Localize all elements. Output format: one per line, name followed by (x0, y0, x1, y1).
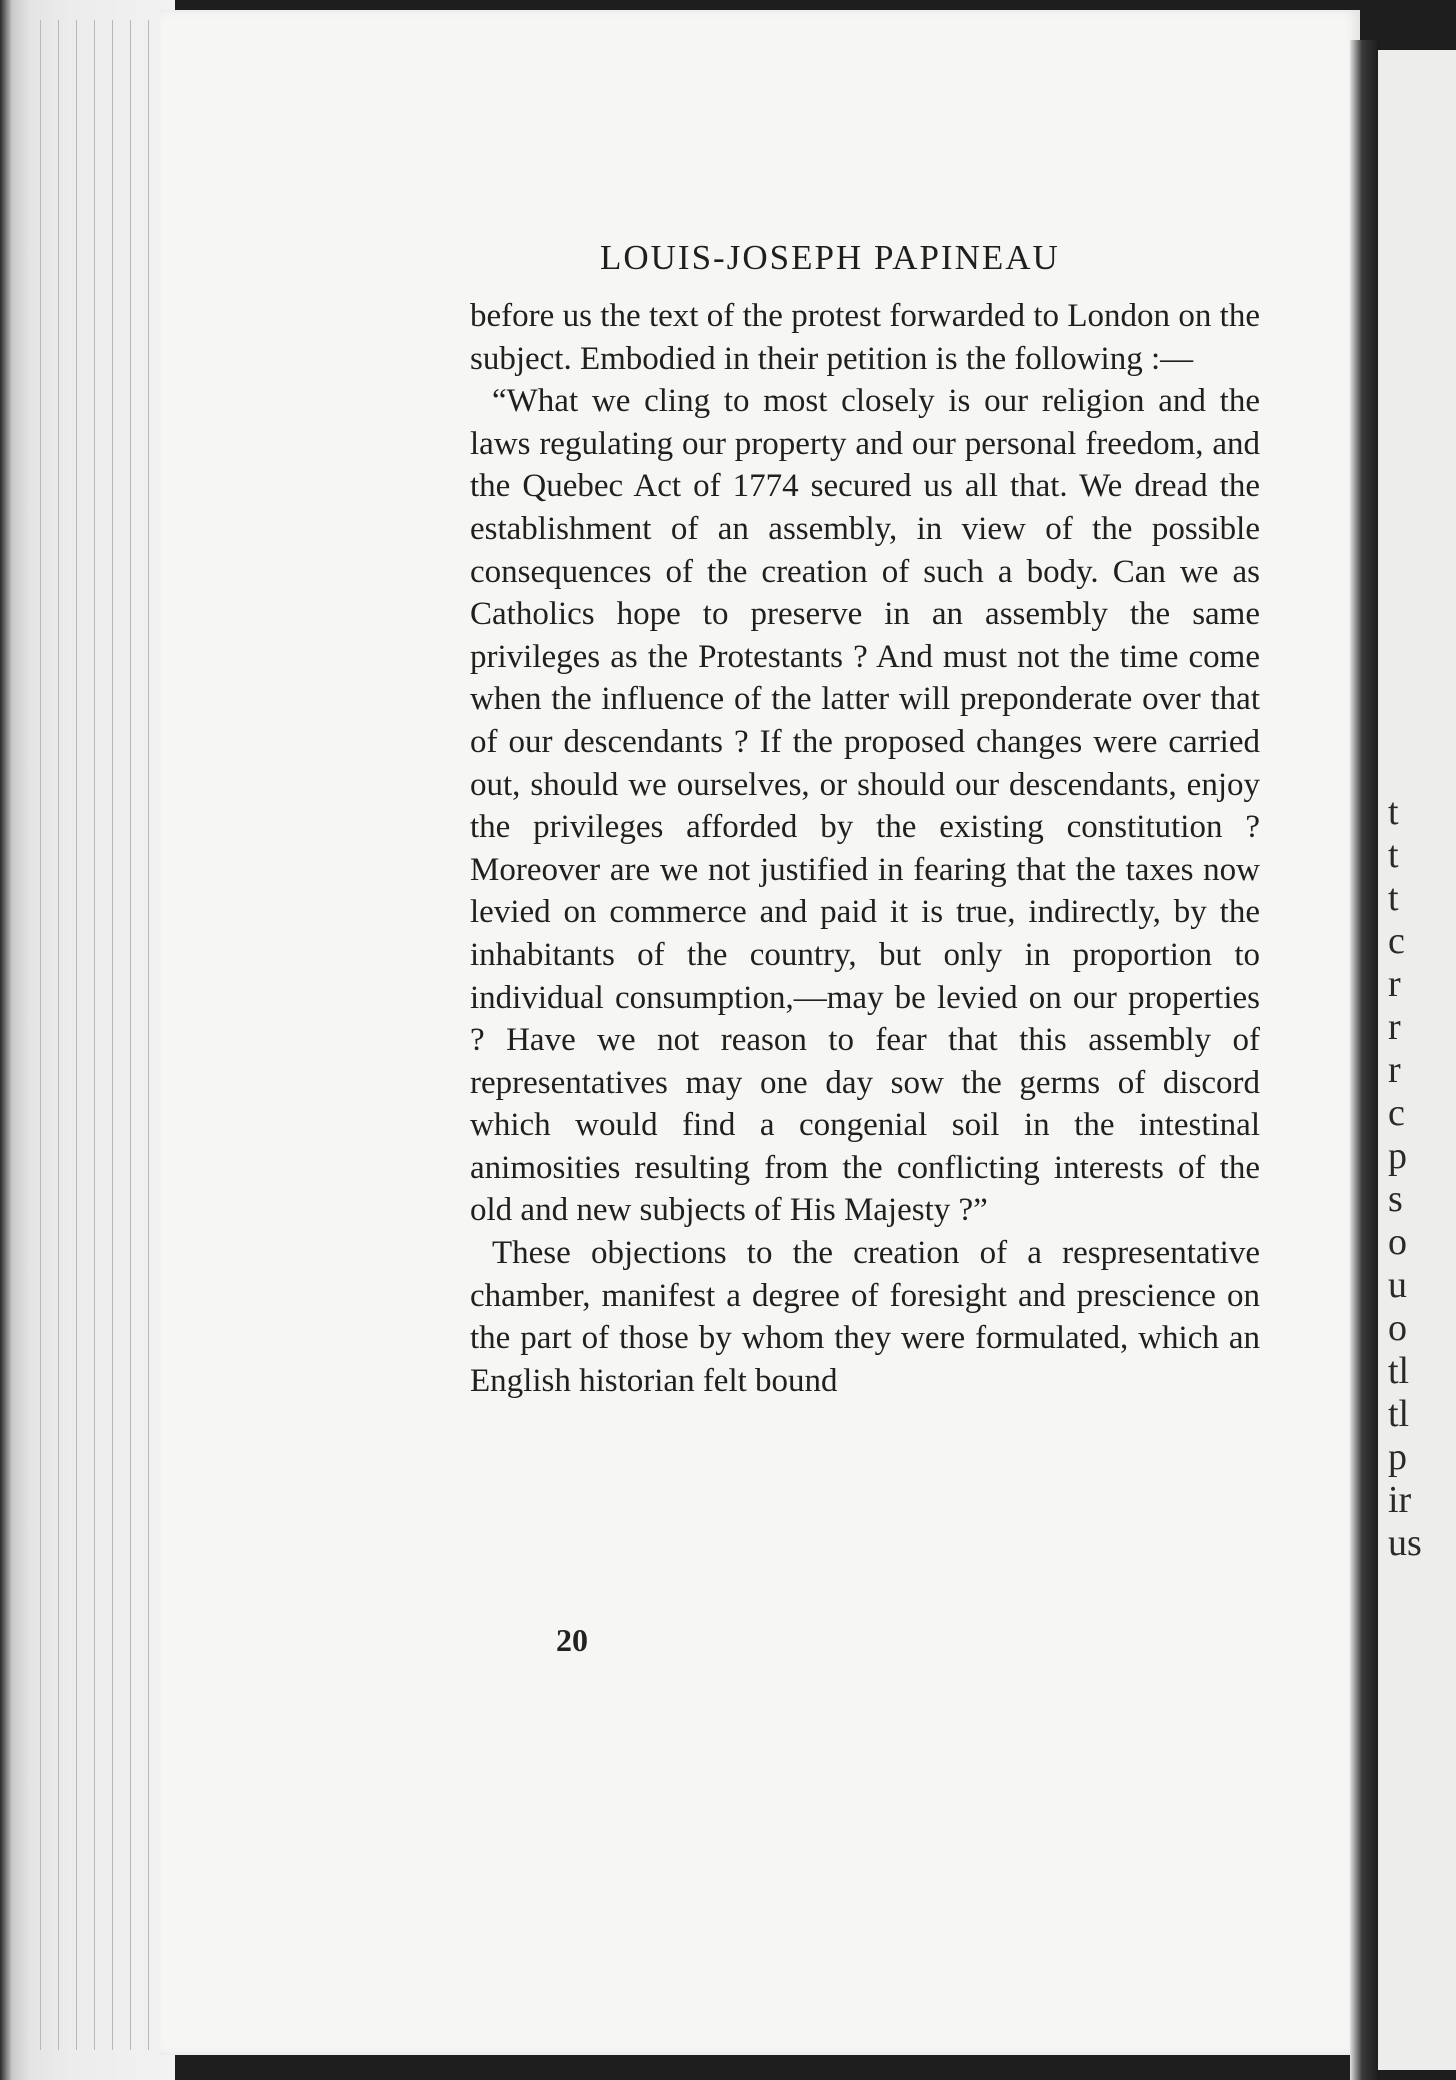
next-page-text-fragment: p (1388, 1436, 1407, 1478)
next-page-text-fragment: c (1388, 1092, 1405, 1134)
next-page-edge (1378, 50, 1456, 2070)
next-page-text-fragment: t (1388, 877, 1399, 919)
next-page-text-fragment: u (1388, 1264, 1407, 1306)
next-page-text-fragment: t (1388, 791, 1399, 833)
page-edge-line (130, 20, 131, 2050)
next-page-text-fragment: r (1388, 963, 1401, 1005)
next-page-text-fragment: ir (1388, 1479, 1412, 1521)
page-number: 20 (556, 1622, 588, 1658)
paragraph-quote: “What we cling to most closely is our religion and the laws regulating our property and our personal freedom, and the Quebec Act of 1774 secured us all that. We dread the establishment of an assembly, in view of the possible consequences of the creation of such a body. Can we as Catholics hope to preserve in an assembly the same privileges as the Protestants ? And must not the time come when the influence of the latter will preponderate over that of our descendants ? If the proposed changes were carried out, should we ourselves, or should our descendants, enjoy the privileges afforded by the existing constitution ? Moreover are we not justified in fearing that the taxes now levied on commerce and paid it is true, indirectly, by the inhabitants of the country, but only in proportion to individual consumption,—may be levied on our properties ? Have we not reason to fear that this assembly of representatives may one day sow the germs of discord which would find a congenial soil in the intestinal animosities resulting from the conflicting interests of the old and new subjects of His Majesty ?” (470, 383, 1260, 1229)
page-edge-line (76, 20, 77, 2050)
paragraph: These objections to the creation of a respresentative chamber, manifest a degree of foresight and prescience on the part of those by whom they were formulated, which an English historian felt bound (470, 1235, 1260, 1399)
next-page-text-fragment: t (1388, 834, 1399, 876)
page-edge-line (40, 20, 41, 2050)
page-edge-line (112, 20, 113, 2050)
next-page-text-fragment: p (1388, 1135, 1407, 1177)
page-edge-line (148, 20, 149, 2050)
next-page-text-fragment: s (1388, 1178, 1403, 1220)
next-page-text-fragment: tl (1388, 1350, 1410, 1392)
page-edge-line (94, 20, 95, 2050)
running-header: LOUIS-JOSEPH PAPINEAU (600, 238, 1060, 277)
next-page-text-fragment: tl (1388, 1393, 1410, 1435)
paragraph: before us the text of the protest forwarded to London on the subject. Embodied in their petition is the following :— (470, 298, 1260, 377)
next-page-text-fragment: o (1388, 1307, 1407, 1349)
page-edge-line (58, 20, 59, 2050)
next-page-text-fragment: o (1388, 1221, 1407, 1263)
next-page-text-fragment: us (1388, 1522, 1422, 1564)
next-page-text-fragment: r (1388, 1049, 1401, 1091)
page-stack-edges (0, 0, 175, 2080)
body-text (470, 295, 1260, 1402)
next-page-text-fragment: r (1388, 1006, 1401, 1048)
next-page-text-fragment: c (1388, 920, 1405, 962)
book-gutter (1350, 40, 1380, 2080)
